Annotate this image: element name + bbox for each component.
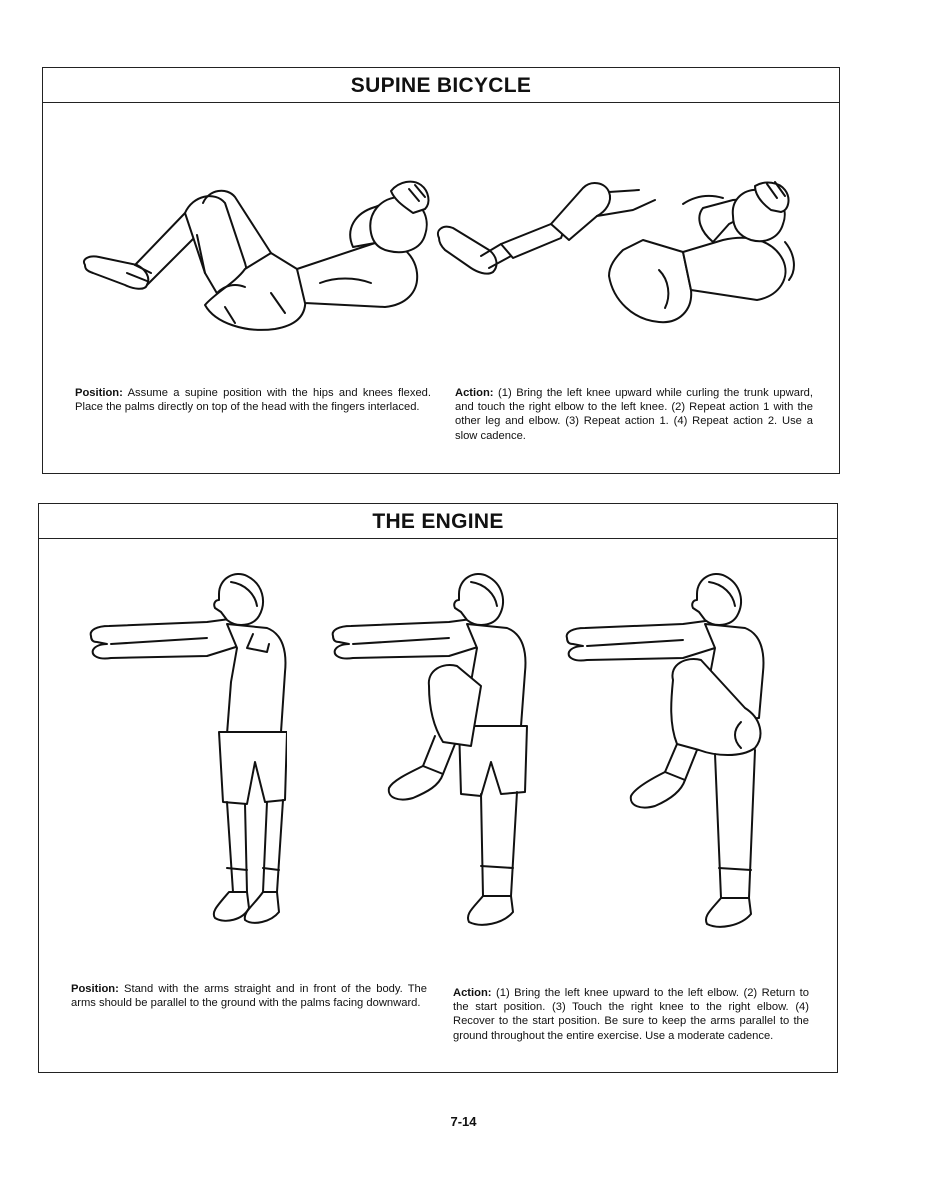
panel-title: SUPINE BICYCLE [43,68,839,103]
action-text: (1) Bring the left knee upward while curling the trunk upward, and touch the right elbow to the left knee. (2) Repeat action 1 with the other leg and elbow. (3) Repeat action 1. (4) Repeat action 2. Use a slow cadence. [455,387,813,442]
supine-action-figure [433,180,813,360]
left-knee-raise-figure [331,566,531,942]
engine-action-caption [453,986,809,1043]
standing-start-figure [87,572,287,942]
panel-title: THE ENGINE [39,504,837,539]
action-label: Action: [455,387,494,399]
supine-position-caption [75,386,431,414]
supine-start-figure [75,173,465,353]
position-text: Stand with the arms straight and in front of the body. The arms should be parallel to the ground with the palms facing downward. [71,983,427,1010]
position-label: Position: [71,983,119,995]
supine-bicycle-panel [42,67,840,474]
action-label: Action: [453,987,492,999]
position-label: Position: [75,387,123,399]
supine-action-caption [455,386,813,443]
the-engine-panel [38,503,838,1073]
action-text: (1) Bring the left knee upward to the left elbow. (2) Return to the start position. (3) Touch the right knee to the right elbow. (4) Recover to the start position. Be sure to keep the arms parallel to the ground throughout the entire exercise. Use a moderate cadence. [453,987,809,1042]
position-text: Assume a supine position with the hips and knees flexed. Place the palms directly on top of the head with the fingers interlaced. [75,387,431,414]
engine-position-caption [71,982,427,1010]
page-number: 7-14 [450,1114,477,1129]
right-knee-raise-figure [565,568,795,944]
